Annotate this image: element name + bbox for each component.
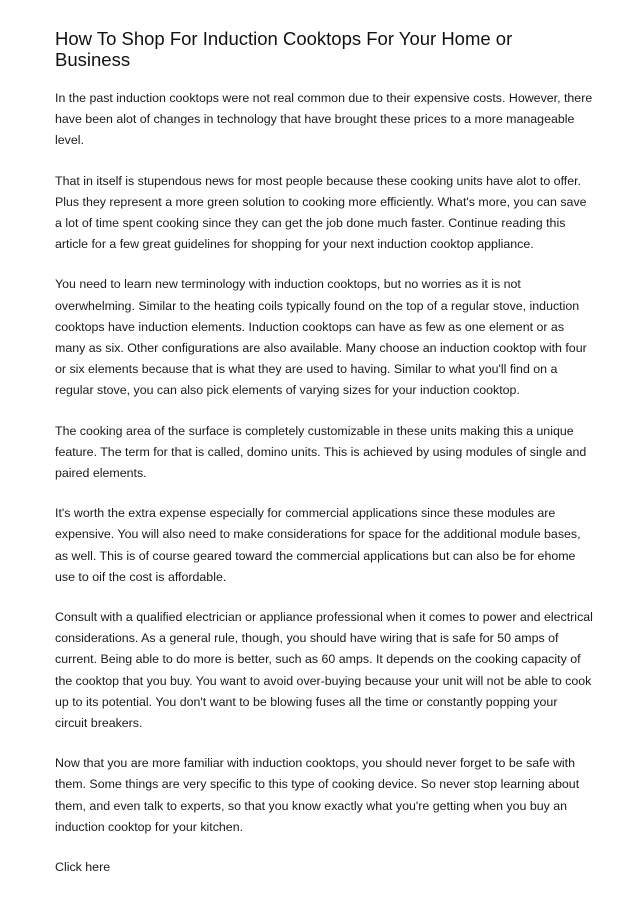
paragraph-benefits: That in itself is stupendous news for most people because these cooking units have alot to offer. Plus they represent a more green solution to cooking more efficiently. What's more, you can save a lot of time spent cooking since they can get the job done much faster. Continue reading this article for a few great guidelines for shopping for your next induction cooktop appliance. bbox=[55, 173, 587, 252]
paragraph-safety: Now that you are more familiar with induction cooktops, you should never forget to be safe with them. Some things are very specific to this type of cooking device. So never stop learning about them, and even talk to experts, so that you know exactly what you're getting when you buy an induction cooktop for your kitchen. bbox=[55, 756, 580, 834]
paragraph-commercial: It's worth the extra expense especially for commercial applications since these modules are expensive. You will also need to make considerations for space for the additional module bases, as well. This is of course geared toward the commercial applications but can also be for ehome use to oif the cost is affordable. bbox=[55, 506, 581, 584]
document-page bbox=[55, 28, 593, 878]
paragraph-domino-units: The cooking area of the surface is completely customizable in these units making this a unique feature. The term for that is called, domino units. This is achieved by using modules of single and paired elements. bbox=[55, 423, 587, 481]
click-here-link[interactable]: Click here bbox=[55, 860, 111, 875]
paragraph-terminology: You need to learn new terminology with induction cooktops, but no worries as it is not overwhelming. Similar to the heating coils typically found on the top of a regular stove, induction cooktops have induction elements. Induction cooktops can have as few as one element or as many as six. Other configurations are also available. Many choose an induction cooktop with four or six elements because that is what they are used to having. Similar to what you'll find on a regular stove, you can also pick elements of varying sizes for your induction cooktop. bbox=[55, 277, 587, 398]
paragraph-intro: In the past induction cooktops were not real common due to their expensive costs. However, there have been alot of changes in technology that have brought these prices to a more manageable level. bbox=[55, 91, 593, 148]
document-title: How To Shop For Induction Cooktops For Your Home or Business bbox=[55, 28, 513, 70]
paragraph-electrical: Consult with a qualified electrician or appliance professional when it comes to power and electrical considerations. As a general rule, though, you should have wiring that is safe for 50 amps of current. Being able to do more is better, such as 60 amps. It depends on the cooking capacity of the cooktop that you buy. You want to avoid over-buying because your unit will not be able to cook up to its potential. You don't want to be blowing fuses all the time or constantly popping your circuit breakers. bbox=[55, 610, 593, 731]
